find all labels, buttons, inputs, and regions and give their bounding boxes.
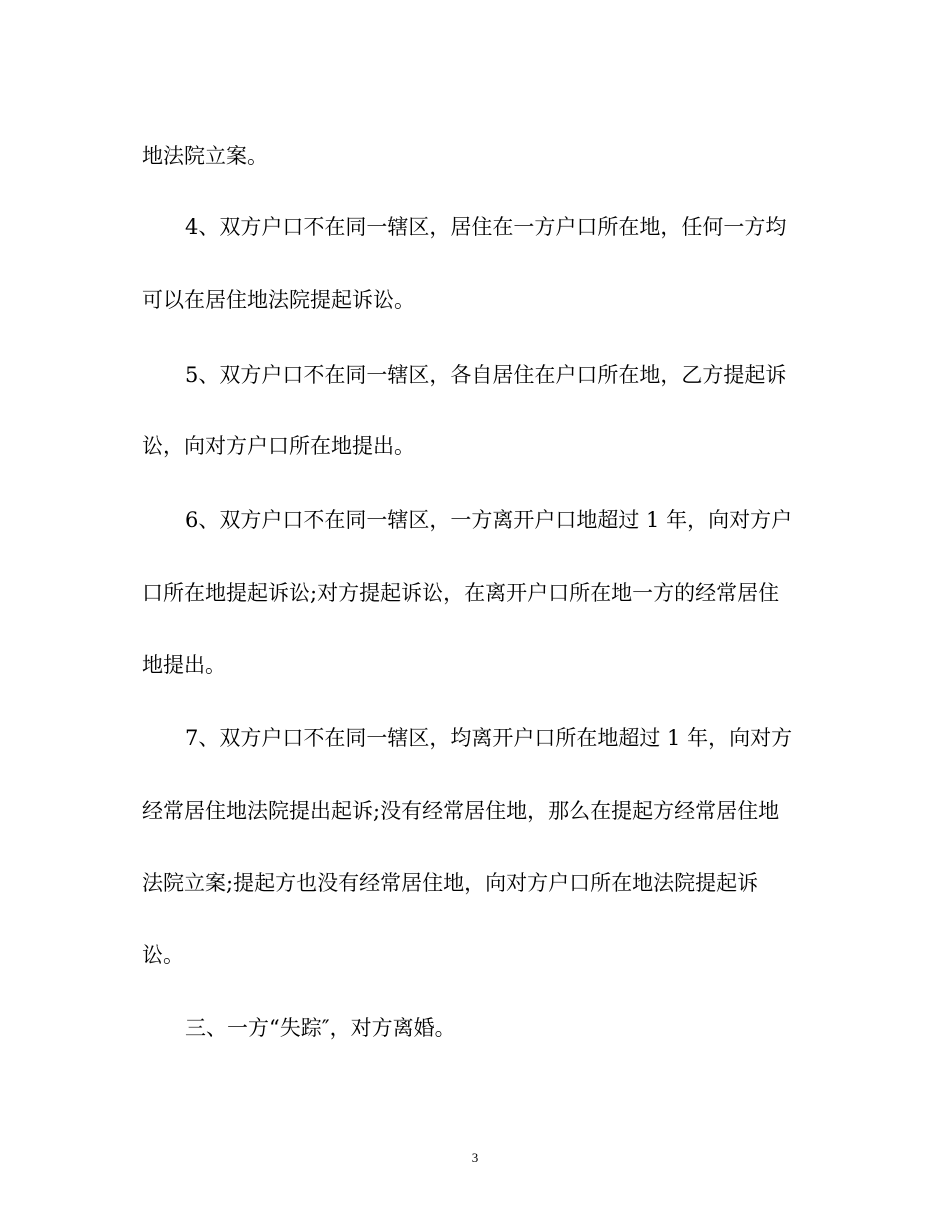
text-line: 口所在地提起诉讼;对方提起诉讼，在离开户口所在地一方的经常居住	[142, 581, 780, 605]
text-line: 4、双方户口不在同一辖区，居住在一方户口所在地，任何一方均	[185, 215, 787, 239]
text-line: 讼。	[142, 943, 184, 967]
page-number: 3	[471, 1150, 479, 1165]
text-line: 法院立案;提起方也没有经常居住地，向对方户口所在地法院提起诉	[142, 871, 759, 895]
text-line: 可以在居住地法院提起诉讼。	[142, 288, 415, 312]
text-line: 5、双方户口不在同一辖区，各自居住在户口所在地，乙方提起诉	[185, 363, 787, 387]
text-line: 地提出。	[142, 653, 226, 677]
text-line: 6、双方户口不在同一辖区，一方离开户口地超过 1 年，向对方户	[185, 508, 793, 532]
text-line: 经常居住地法院提出起诉;没有经常居住地，那么在提起方经常居住地	[142, 799, 780, 823]
text-line: 7、双方户口不在同一辖区，均离开户口所在地超过 1 年，向对方	[185, 726, 793, 750]
text-line: 讼，向对方户口所在地提出。	[142, 434, 415, 458]
section-heading: 三、一方“失踪″，对方离婚。	[185, 1016, 456, 1040]
text-line: 地法院立案。	[142, 144, 268, 168]
